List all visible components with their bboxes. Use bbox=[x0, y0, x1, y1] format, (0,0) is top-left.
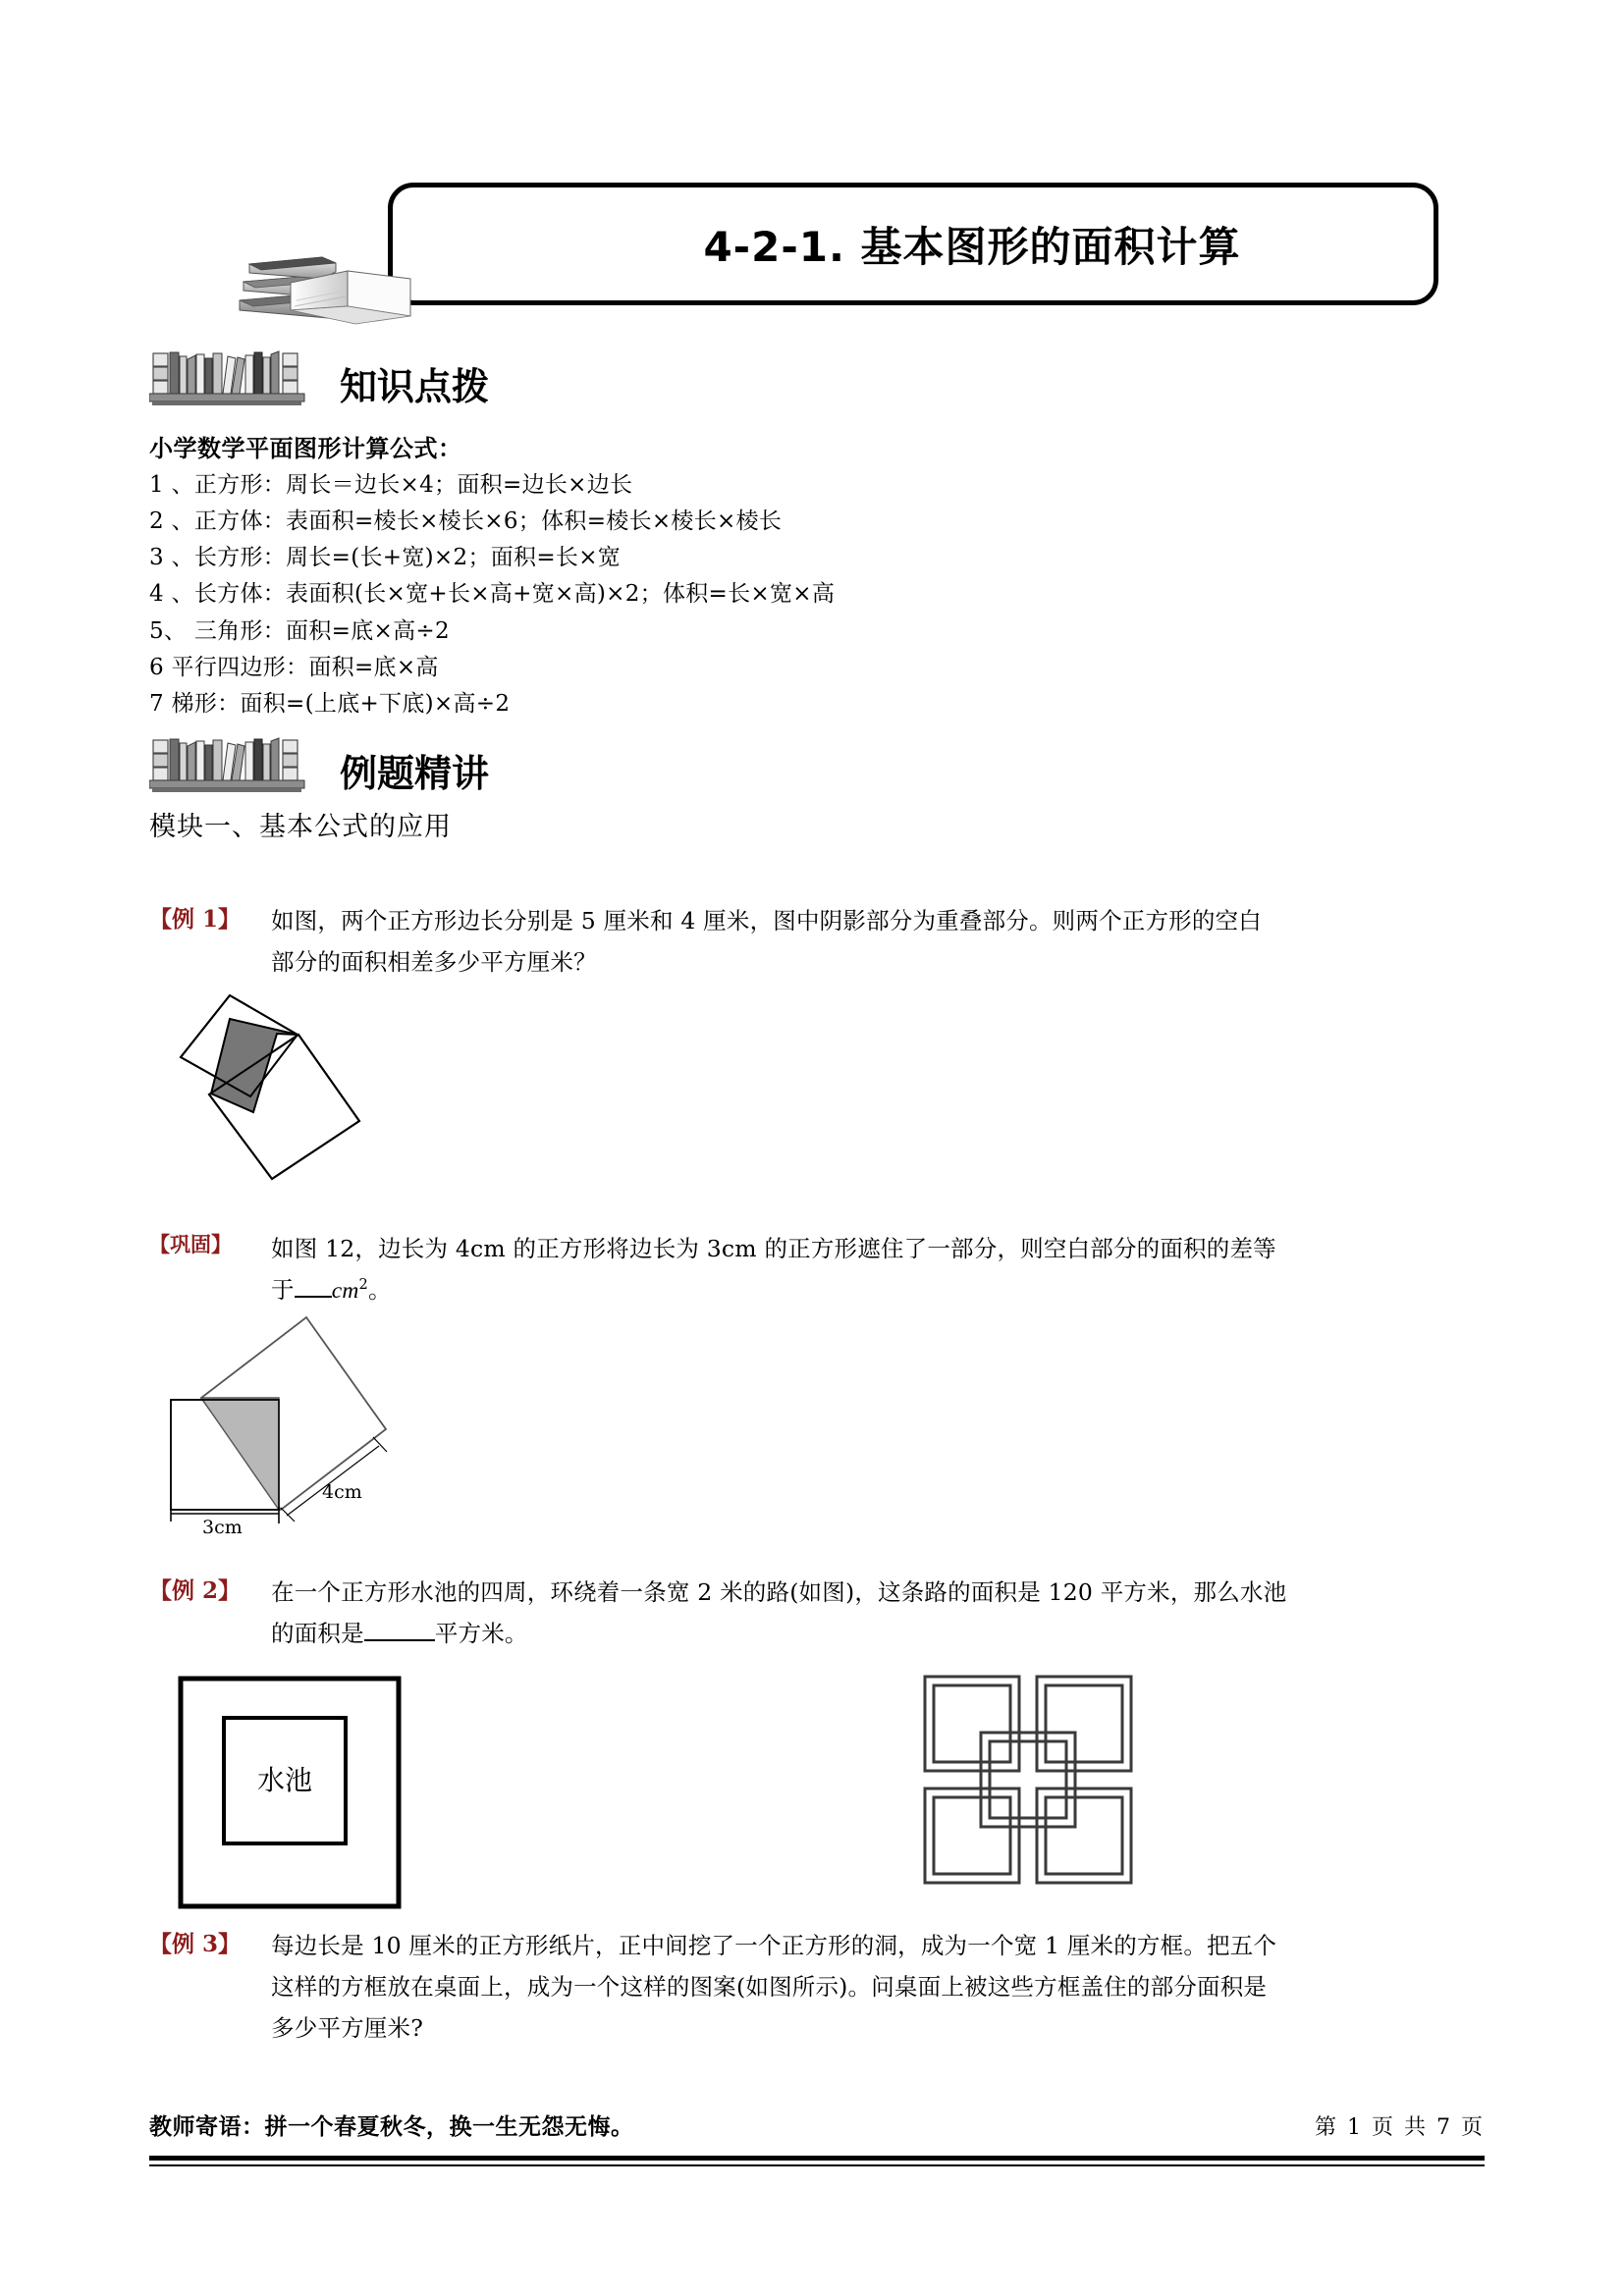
problem-example-1 bbox=[149, 901, 1485, 984]
footer-rule-thick bbox=[149, 2156, 1485, 2161]
answer-prefix: 的面积是 bbox=[271, 1619, 364, 1647]
answer-blank[interactable] bbox=[364, 1639, 435, 1641]
formula-line: 3 、长方形：周长=(长+宽)×2；面积=长×宽 bbox=[149, 545, 622, 571]
pool-label: 水池 bbox=[256, 1764, 313, 1796]
problem-text-line: 每边长是 10 厘米的正方形纸片，正中间挖了一个正方形的洞，成为一个宽 1 厘米的方框。把五个 bbox=[271, 1932, 1277, 1959]
problem-text bbox=[271, 1573, 1485, 1655]
bookshelf-icon bbox=[149, 347, 326, 412]
section-heading-knowledge bbox=[149, 342, 489, 412]
formula-line: 7 梯形：面积=(上底+下底)×高÷2 bbox=[149, 691, 511, 718]
footer-motto-text: 拼一个春夏秋冬，换一生无怨无悔。 bbox=[264, 2113, 634, 2140]
title-banner bbox=[388, 183, 1438, 305]
section-title-examples: 例题精讲 bbox=[340, 752, 490, 795]
section-heading-examples bbox=[149, 728, 489, 799]
formula-line: 1 、正方形：周长＝边长×4；面积=边长×边长 bbox=[149, 471, 633, 498]
dimension-label-bottom: 3cm bbox=[202, 1517, 243, 1538]
sentence-end: 。 bbox=[367, 1275, 392, 1304]
figure-five-interlocking-frames bbox=[917, 1669, 1139, 1891]
problem-text-line: 部分的面积相差多少平方厘米？ bbox=[271, 947, 597, 976]
footer-motto-label: 教师寄语： bbox=[149, 2113, 265, 2140]
sentence-end: 平方米。 bbox=[434, 1619, 528, 1647]
problem-example-2 bbox=[149, 1573, 1485, 1655]
module-label: 模块一、基本公式的应用 bbox=[149, 812, 452, 842]
formula-line: 4 、长方体：表面积(长×宽+长×高+宽×高)×2；体积=长×宽×高 bbox=[149, 581, 836, 608]
formula-lead: 小学数学平面图形计算公式： bbox=[149, 434, 462, 462]
bookshelf-icon bbox=[149, 734, 326, 799]
answer-prefix: 于 bbox=[271, 1275, 295, 1304]
page-title: 4-2-1. 基本图形的面积计算 bbox=[703, 222, 1241, 271]
unit-exponent: 2 bbox=[358, 1276, 368, 1293]
formula-line: 2 、正方体：表面积=棱长×棱长×6；体积=棱长×棱长×棱长 bbox=[149, 507, 783, 534]
problem-text-line: 在一个正方形水池的四周，环绕着一条宽 2 米的路(如图)，这条路的面积是 120 平方米，那么水池 bbox=[271, 1578, 1287, 1606]
footer-page-number: 第 1 页 共 7 页 bbox=[1315, 2115, 1485, 2140]
formula-line: 5、 三角形：面积=底×高÷2 bbox=[149, 617, 450, 644]
problem-tag: 【例 2】 bbox=[149, 1577, 242, 1604]
problem-example-3 bbox=[149, 1926, 1485, 2049]
problem-text-line: 如图，两个正方形边长分别是 5 厘米和 4 厘米，图中阴影部分为重叠部分。则两个正方形的空白 bbox=[271, 907, 1262, 934]
problem-tag: 【例 1】 bbox=[149, 906, 242, 933]
problem-text-line: 多少平方厘米? bbox=[271, 2013, 423, 2042]
problem-text-line: 这样的方框放在桌面上，成为一个这样的图案(如图所示)。问桌面上被这些方框盖住的部分面积是 bbox=[271, 1972, 1268, 2001]
footer-motto bbox=[149, 2109, 634, 2141]
problem-tag: 【例 3】 bbox=[149, 1931, 242, 1957]
problem-consolidation bbox=[149, 1229, 1485, 1312]
problem-text-line bbox=[271, 1270, 1485, 1312]
problem-text bbox=[271, 1926, 1485, 2049]
problem-text-line: 如图 12，边长为 4cm 的正方形将边长为 3cm 的正方形遮住了一部分，则空白部分的面积的差等 bbox=[271, 1235, 1276, 1262]
figure-pool-with-path bbox=[177, 1675, 403, 1910]
problem-text-line bbox=[271, 1614, 1485, 1655]
dimension-label-diagonal: 4cm bbox=[322, 1481, 362, 1503]
formula-line: 6 平行四边形：面积=底×高 bbox=[149, 654, 439, 680]
unit-label: cm bbox=[331, 1277, 359, 1304]
section-title-knowledge: 知识点拨 bbox=[340, 365, 490, 408]
footer-rule-thin bbox=[149, 2164, 1485, 2166]
formula-list bbox=[149, 432, 1229, 722]
page-footer bbox=[149, 2109, 1485, 2167]
figure-square-3cm-and-tilted-4cm bbox=[157, 1306, 452, 1541]
problem-text bbox=[271, 1229, 1485, 1312]
figure-two-overlapping-tilted-squares bbox=[167, 984, 383, 1190]
problem-text bbox=[271, 901, 1485, 984]
answer-blank[interactable] bbox=[295, 1296, 332, 1298]
problem-tag: 【巩固】 bbox=[149, 1232, 232, 1256]
book-stack-icon bbox=[234, 228, 450, 336]
